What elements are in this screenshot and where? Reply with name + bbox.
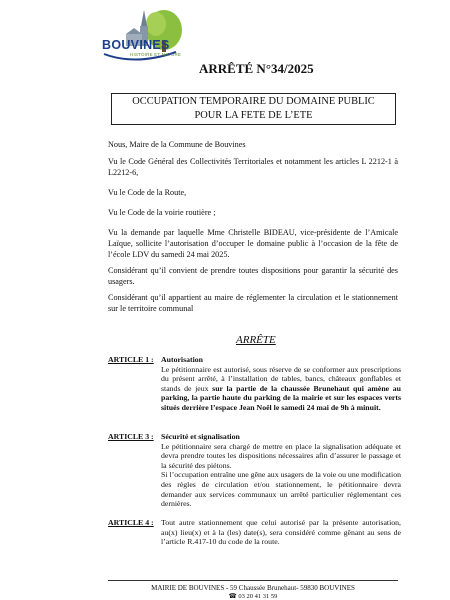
subject-line-1: OCCUPATION TEMPORAIRE DU DOMAINE PUBLIC xyxy=(132,96,375,107)
article-4-label: ARTICLE 4 : xyxy=(108,518,154,527)
logo-tagline: HISTOIRE ET NATURE xyxy=(130,52,182,57)
footer-divider xyxy=(108,580,398,581)
article-3-text: Le pétitionnaire sera chargé de mettre en place la signalisation adéquate et devra prendre toutes les dispositions nécessaires afin d’assurer le passage et la sécurité des piétons. xyxy=(161,441,401,470)
article-1-text: Le pétitionnaire est autorisé, sous réserve de se conformer aux prescriptions du présent arrêté, à l’installation de tables, bancs, châteaux gonflables et stands de jeux xyxy=(161,364,401,393)
bouvines-logo xyxy=(96,6,184,66)
article-3-heading: Sécurité et signalisation xyxy=(161,432,240,441)
arrete-title: ARRÊTÉ N°34/2025 xyxy=(199,61,314,76)
footer-phone: ☎ 03 20 41 31 59 xyxy=(228,593,278,600)
subject-box xyxy=(111,93,396,125)
preamble-code-voirie: Vu le Code de la voirie routière ; xyxy=(108,208,216,217)
article-1-label: ARTICLE 1 : xyxy=(108,355,154,364)
logo-name: BOUVINES xyxy=(102,38,170,52)
preamble-considerant-1: Considérant qu’il convient de prendre toutes dispositions pour garantir la sécurité des usagers. xyxy=(108,266,398,286)
article-1-heading: Autorisation xyxy=(161,355,204,364)
subject-line-2: POUR LA FETE DE L’ETE xyxy=(194,110,313,121)
preamble-code-collectivites: Vu le Code Général des Collectivités Territoriales et notamment les articles L 2212-1 à L2212-6, xyxy=(108,157,398,177)
preamble-considerant-2: Considérant qu’il appartient au maire de réglementer la circulation et le stationnement sur le territoire communal xyxy=(108,293,398,313)
preamble-code-route: Vu le Code de la Route, xyxy=(108,188,187,197)
preamble-mayor: Nous, Maire de la Commune de Bouvines xyxy=(108,140,246,149)
article-3-label: ARTICLE 3 : xyxy=(108,432,154,441)
article-1-bold-text: sur la partie de la chaussée Brunehaut qui amène au parking, la partie haute du parking de la mairie et sur les espaces verts situés derrière l’espace Jean Noël le samedi 24 mai de 9h à minuit. xyxy=(161,383,402,412)
article-4-body: Tout autre stationnement que celui autorisé par la présente autorisation, au(x) lieu(x) et à la (les) date(s), sera considéré comme gênant au sens de l’article R.417-10 du code de la route. xyxy=(161,518,401,547)
article-1-body xyxy=(161,355,401,413)
section-title: ARRÊTE xyxy=(236,334,276,346)
article-3-body xyxy=(161,432,401,509)
preamble-demande: Vu la demande par laquelle Mme Christelle BIDEAU, vice-présidente de l’Amicale Laïque, sollicite l’autorisation d’occuper le domaine public à l’occasion de la fête de l’école LDV du samedi 24 mai 2025. xyxy=(108,228,398,259)
footer-address: MAIRIE DE BOUVINES - 59 Chaussée Brunehaut- 59830 BOUVINES xyxy=(151,584,355,592)
article-3-text-2: Si l’occupation entraîne une gêne aux usagers de la voie ou une modification des règles de circulation et/ou stationnement, le pétitionnaire devra demander aux services communaux un arrêté particulier réglementant ces dernières. xyxy=(161,470,401,509)
